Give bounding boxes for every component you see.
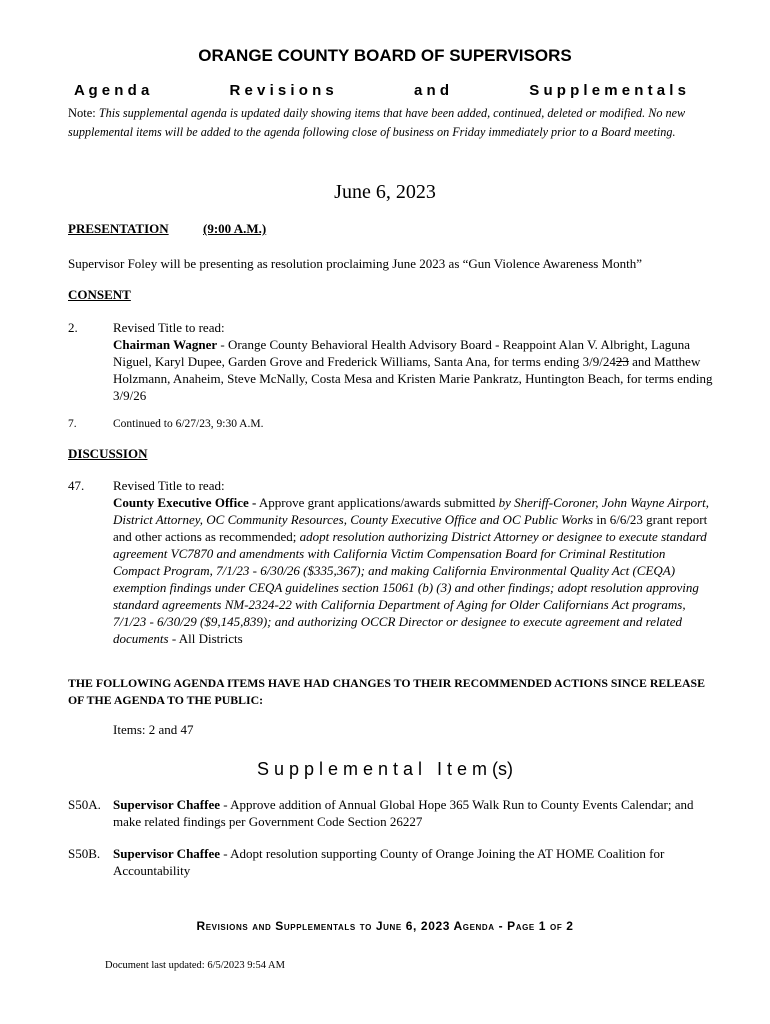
note-label: Note: <box>68 106 96 120</box>
item-text: Continued to 6/27/23, 9:30 A.M. <box>113 418 264 430</box>
supplemental-heading-text: S u p p l e m e n t a l I t e m (s) <box>256 759 514 779</box>
last-updated: Document last updated: 6/5/2023 9:54 AM <box>105 960 285 971</box>
item-seg-2: by Sheriff-Coroner, John Wayne Airport, District Attorney, OC Community Resources, County Executive Office and OC Public Works <box>113 495 710 527</box>
presentation-heading: PRESENTATION <box>68 221 169 236</box>
item-text-a: - Orange County Behavioral Health Advisory Board - Reappoint Alan V. Albright, Laguna Niguel, Karyl Dupee, Garden Grove and Frederick Williams, Santa Ana, for terms ending 3/9/24 <box>113 337 690 369</box>
supplemental-item-s50a <box>68 796 708 832</box>
item-text: - Approve addition of Annual Global Hope 365 Walk Run to County Events Calendar; and make related findings per Government Code Section 26227 <box>113 797 694 829</box>
item-description <box>113 845 713 879</box>
page-subtitle <box>74 82 686 99</box>
item-seg-3: in 6/6/23 grant report and other actions as recommended; <box>113 512 708 544</box>
changed-items-line: Items: 2 and 47 <box>113 722 194 737</box>
item-content <box>113 477 713 647</box>
item-sponsor: Supervisor Chaffee <box>113 797 221 812</box>
item-sponsor: County Executive Office - <box>113 495 257 510</box>
note-text: This supplemental agenda is updated daily showing items that have been added, continued, deleted or modified. No new supplemental items will be added to the agenda following close of business on Friday immediately prior to a Board meeting. <box>68 106 686 139</box>
item-number: 7. <box>68 418 77 430</box>
agenda-date: June 6, 2023 <box>334 181 436 203</box>
discussion-item-47 <box>68 477 708 662</box>
item-text-b: and Matthew Holzmann, Anaheim, Steve McNally, Costa Mesa and Kristen Marie Pankratz, Huntington Beach, for terms ending 3/9/26 <box>113 354 713 403</box>
subtitle-word: S u p p l e m e n t a l s <box>529 82 686 99</box>
item-description <box>113 796 713 830</box>
item-intro: Revised Title to read: <box>113 478 225 493</box>
item-intro: Revised Title to read: <box>113 320 225 335</box>
item-number: 2. <box>68 320 78 335</box>
item-number: S50A. <box>68 797 101 812</box>
item-description <box>113 494 713 647</box>
item-description <box>113 336 713 404</box>
discussion-heading: DISCUSSION <box>68 446 148 461</box>
item-number: S50B. <box>68 846 101 861</box>
supplemental-item-s50b <box>68 845 708 881</box>
supplemental-heading <box>0 759 770 780</box>
item-seg-5: - All Districts <box>168 631 243 646</box>
consent-item-7 <box>68 416 708 436</box>
item-seg-4: adopt resolution authorizing District Attorney or designee to execute standard agreement VC7870 and amendments with California Victim Compensation Board for Criminal Restitution Compact Program, 7/1/23 - 6/30/26 ($335,367); and making California Environmental Quality Act (CEQA) exemption findings under CEQA guidelines section 15061 (b) (3) and other findings; adopt resolution approving standard agreements NM-2324-22 with California Department of Aging for Older Californians Act programs, 7/1/23 - 6/30/29 ($9,145,839); and authorizing OCCR Director or designee to execute agreement and related documents <box>113 529 707 646</box>
item-text: - Adopt resolution supporting County of Orange Joining the AT HOME Coalition for Accountability <box>113 846 665 878</box>
item-sponsor: Supervisor Chaffee <box>113 846 221 861</box>
page-title: ORANGE COUNTY BOARD OF SUPERVISORS <box>198 46 572 65</box>
subtitle-word: A g e n d a <box>74 82 150 99</box>
consent-item-2 <box>68 319 713 409</box>
page-footer: Revisions and Supplementals to June 6, 2023 Agenda - Page 1 of 2 <box>196 919 574 933</box>
item-seg-1: Approve grant applications/awards submitted <box>256 495 499 510</box>
subtitle-word: a n d <box>414 82 450 99</box>
item-content <box>113 319 713 404</box>
presentation-text: Supervisor Foley will be presenting as resolution proclaiming June 2023 as “Gun Violence Awareness Month” <box>68 256 643 271</box>
item-sponsor: Chairman Wagner <box>113 337 218 352</box>
presentation-time: (9:00 A.M.) <box>203 221 267 236</box>
item-number: 47. <box>68 478 85 493</box>
item-struck-text: 23 <box>615 354 629 369</box>
subtitle-word: R e v i s i o n s <box>229 82 334 99</box>
supplemental-note <box>68 104 708 142</box>
consent-heading: CONSENT <box>68 287 131 302</box>
changes-notice: THE FOLLOWING AGENDA ITEMS HAVE HAD CHANGES TO THEIR RECOMMENDED ACTIONS SINCE RELEASE OF THE AGENDA TO THE PUBLIC: <box>68 676 705 707</box>
